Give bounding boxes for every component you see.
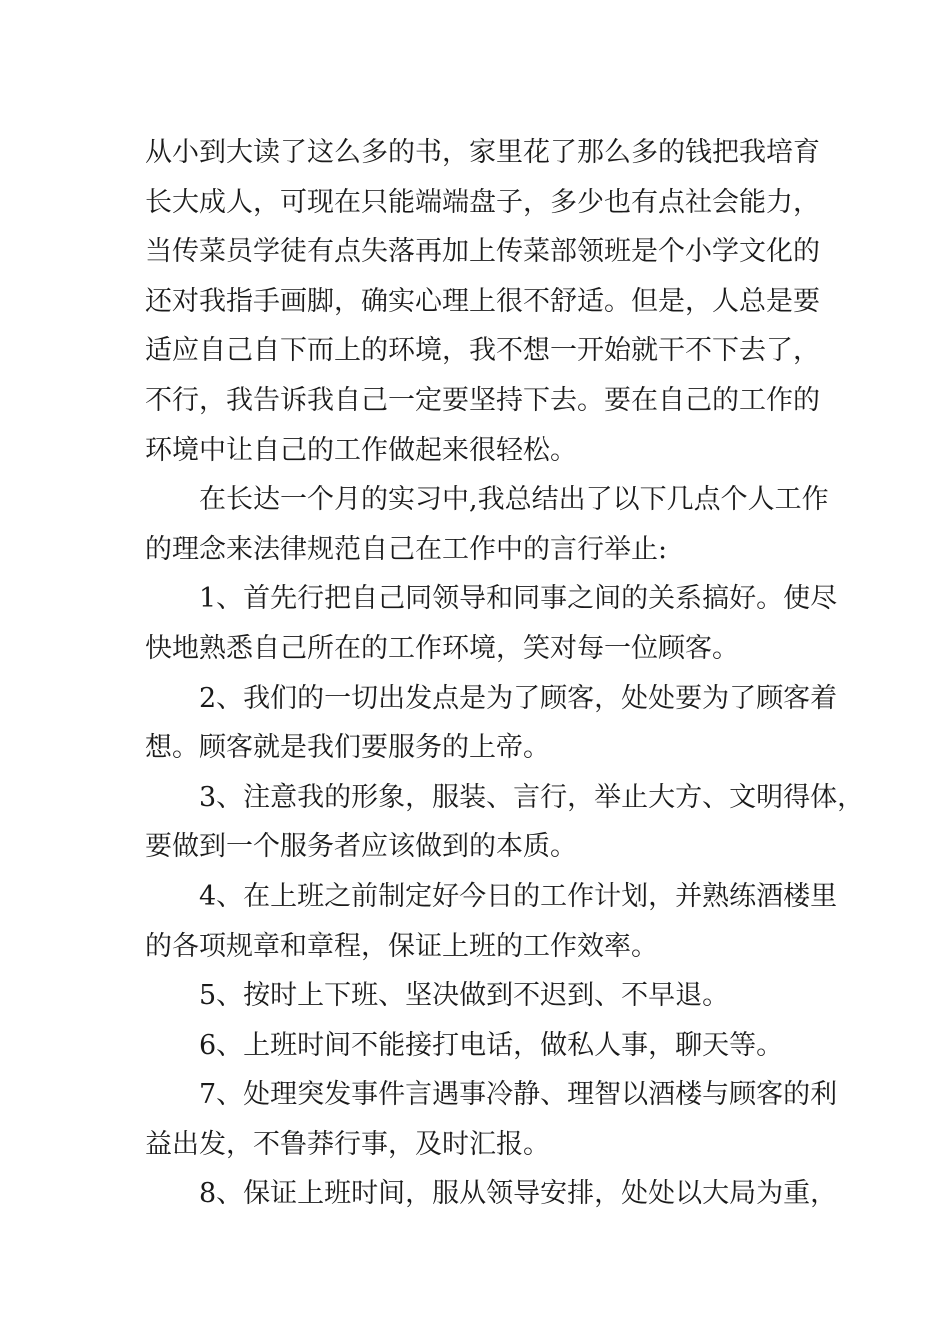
list-item-3-line: 3、注意我的形象，服装、言行，举止大方、文明得体， (199, 781, 865, 813)
list-item-1-line: 1、首先行把自己同领导和同事之间的关系搞好。使尽 (199, 583, 838, 615)
text-line: 要做到一个服务者应该做到的本质。 (145, 831, 577, 863)
text-line: 长大成人，可现在只能端端盘子，多少也有点社会能力， (145, 186, 820, 218)
text-line: 环境中让自己的工作做起来很轻松。 (145, 434, 577, 466)
paragraph-start-line: 在长达一个月的实习中,我总结出了以下几点个人工作 (199, 484, 829, 516)
text-line: 益出发，不鲁莽行事，及时汇报。 (145, 1128, 550, 1160)
text-line: 的各项规章和章程，保证上班的工作效率。 (145, 930, 658, 962)
text-line: 想。顾客就是我们要服务的上帝。 (145, 732, 550, 764)
document-body (145, 128, 865, 1219)
list-item-4-line: 4、在上班之前制定好今日的工作计划，并熟练酒楼里 (199, 880, 838, 912)
text-line: 不行，我告诉我自己一定要坚持下去。要在自己的工作的 (145, 384, 820, 416)
list-item-5-line: 5、按时上下班、坚决做到不迟到、不早退。 (199, 980, 730, 1012)
text-line: 还对我指手画脚，确实心理上很不舒适。但是，人总是要 (145, 285, 820, 317)
list-item-7-line: 7、处理突发事件言遇事冷静、理智以酒楼与顾客的利 (199, 1079, 838, 1111)
list-item-2-line: 2、我们的一切出发点是为了顾客，处处要为了顾客着 (199, 682, 838, 714)
text-line: 从小到大读了这么多的书，家里花了那么多的钱把我培育 (145, 137, 820, 168)
text-line: 的理念来法律规范自己在工作中的言行举止: (145, 533, 668, 565)
text-line: 快地熟悉自己所在的工作环境，笑对每一位顾客。 (145, 632, 739, 664)
text-line: 适应自己自下而上的环境，我不想一开始就干不下去了， (145, 335, 820, 367)
list-item-6-line: 6、上班时间不能接打电话，做私人事，聊天等。 (199, 1029, 784, 1061)
text-line: 当传菜员学徒有点失落再加上传菜部领班是个小学文化的 (145, 236, 820, 268)
list-item-8-line: 8、保证上班时间，服从领导安排，处处以大局为重， (199, 1178, 838, 1210)
